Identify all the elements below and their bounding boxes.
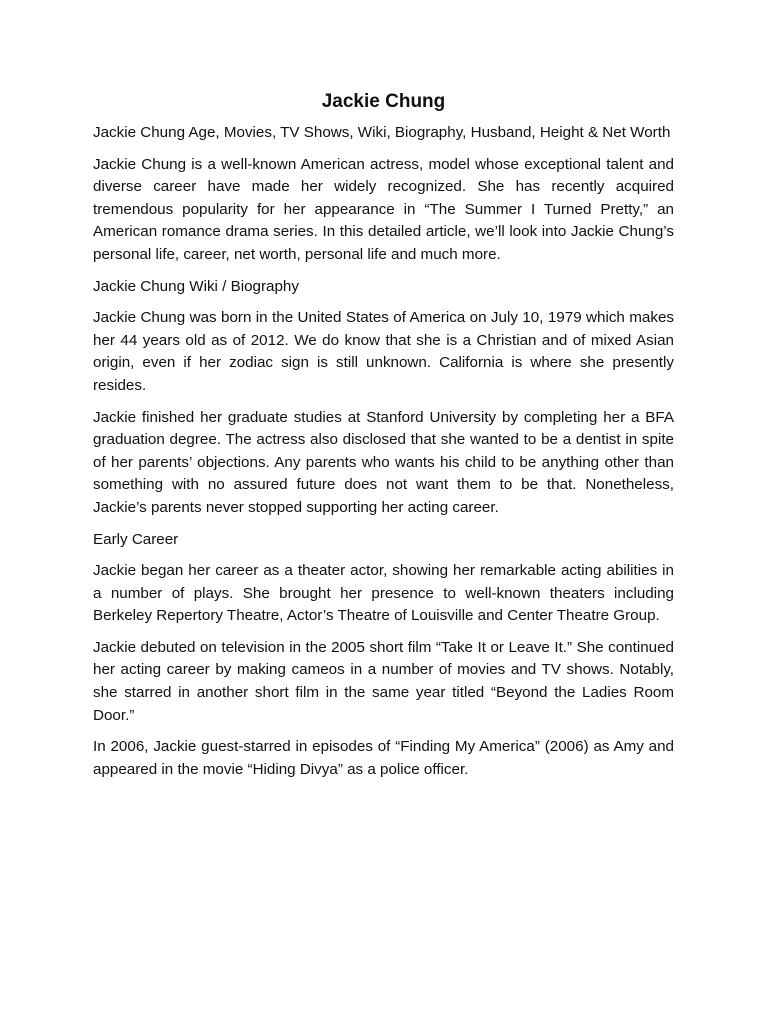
biography-paragraph-1: Jackie Chung was born in the United States of America on July 10, 1979 which makes her 44 years old as of 2012. We do know that she is a Christian and of mixed Asian origin, even if her zodiac sign is still unknown. California is where she presently resides. bbox=[93, 309, 674, 394]
section-heading-early-career: Early Career bbox=[93, 530, 179, 548]
section-heading-biography: Jackie Chung Wiki / Biography bbox=[93, 277, 299, 295]
intro-paragraph: Jackie Chung is a well-known American actress, model whose exceptional talent and diverse career have made her widely recognized. She has recently acquired tremendous popularity for her appearance in “The Summer I Turned Pretty,” an American romance drama series. In this detailed article, we’ll look into Jackie Chung’s personal life, career, net worth, personal life and much more. bbox=[93, 155, 674, 263]
career-paragraph-1: Jackie began her career as a theater actor, showing her remarkable acting abilities in a number of plays. She brought her presence to well-known theaters including Berkeley Repertory Theatre, Actor’s Theatre of Louisville and Center Theatre Group. bbox=[93, 562, 674, 625]
document-title: Jackie Chung bbox=[321, 91, 446, 112]
career-paragraph-3: In 2006, Jackie guest-starred in episodes of “Finding My America” (2006) as Amy and appeared in the movie “Hiding Divya” as a police officer. bbox=[93, 738, 674, 778]
biography-paragraph-2: Jackie finished her graduate studies at Stanford University by completing her a BFA graduation degree. The actress also disclosed that she wanted to be a dentist in spite of her parents’ objections. Any parents who wants his child to be anything other than something with no assured future does not want them to be that. Nonetheless, Jackie’s parents never stopped supporting her acting career. bbox=[93, 408, 674, 516]
career-paragraph-2: Jackie debuted on television in the 2005 short film “Take It or Leave It.” She continued her acting career by making cameos in a number of movies and TV shows. Notably, she starred in another short film in the same year titled “Beyond the Ladies Room Door.” bbox=[93, 638, 674, 724]
document-subtitle: Jackie Chung Age, Movies, TV Shows, Wiki, Biography, Husband, Height & Net Worth bbox=[93, 124, 671, 141]
document-page bbox=[93, 88, 674, 790]
